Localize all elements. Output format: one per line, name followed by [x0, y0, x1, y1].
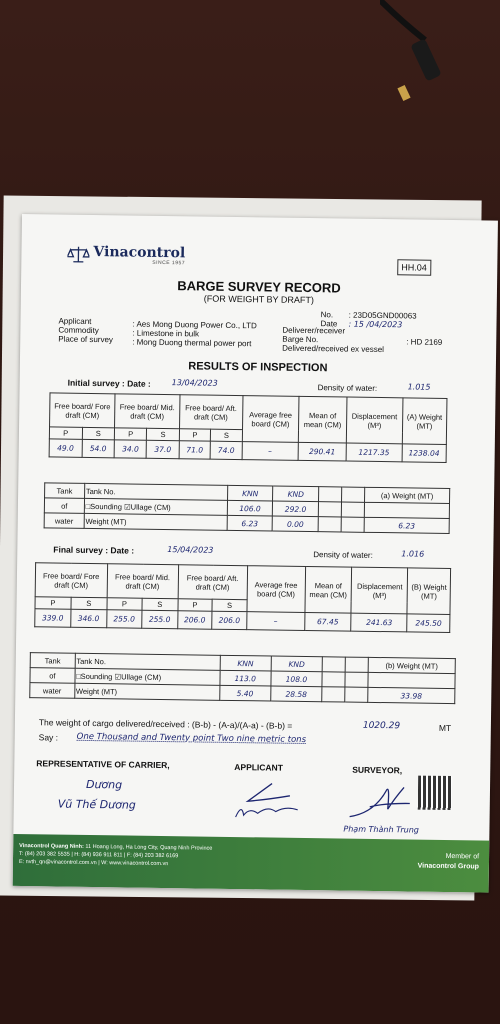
- vinacontrol-logo: [67, 245, 185, 267]
- record-date-label: Date: [320, 319, 338, 329]
- page-subtitle: (FOR WEIGHT BY DRAFT): [203, 293, 314, 306]
- tank-col: KNN: [227, 485, 273, 501]
- ps-header: P: [114, 428, 146, 440]
- of-label: of: [44, 498, 84, 514]
- footer-phones: T: (84) 203 382 5535 | H: (84) 936 911 811 | F: (84) 203 382 6169: [19, 851, 179, 860]
- ps-header: S: [211, 429, 243, 441]
- footer-contact: [19, 842, 213, 869]
- table-cell: 54.0: [82, 439, 115, 457]
- page-title: BARGE SURVEY RECORD: [177, 278, 341, 296]
- surveyor-name: Phạm Thành Trung: [343, 824, 419, 835]
- col-mean: Mean of mean (CM): [305, 566, 352, 613]
- qr-code-icon: [418, 776, 452, 810]
- col-displacement: Displacement (M³): [351, 567, 408, 614]
- logo-since: SINCE 1957: [152, 259, 186, 267]
- table-cell: 1238.04: [402, 444, 447, 463]
- logo-name: Vinacontrol: [93, 244, 186, 262]
- document-footer: [13, 834, 490, 893]
- footer-member-of: Member of: [445, 852, 480, 861]
- col-aft-draft: Free board/ Aft. draft (CM): [179, 395, 242, 430]
- carrier-signature: Dương: [85, 777, 123, 792]
- footer-address: 11 Hoang Long, Ha Long City, Quang Ninh Province: [83, 843, 213, 852]
- footer-office-name: Vinacontrol Quang Ninh:: [19, 843, 84, 850]
- place-label: Place of survey: [58, 334, 114, 345]
- tank-col: KND: [271, 656, 322, 672]
- b-weight-label: (b) Weight (MT): [368, 657, 455, 673]
- record-number: : 23D05GND00063: [348, 310, 417, 321]
- carrier-name: Vũ Thế Dương: [57, 797, 136, 812]
- ullage-value: 108.0: [271, 671, 322, 687]
- ps-header: S: [71, 597, 107, 609]
- table-cell: 255.0: [106, 610, 142, 628]
- col-weight: (B) Weight (MT): [407, 568, 450, 615]
- record-date: : 15 /04/2023: [348, 319, 403, 330]
- final-survey-date: 15/04/2023: [167, 545, 214, 555]
- col-aft-draft: Free board/ Aft. draft (CM): [178, 565, 248, 600]
- barge-survey-document: [13, 214, 498, 893]
- weight-label: Weight (MT): [84, 513, 227, 530]
- a-weight-value: 6.23: [364, 517, 449, 533]
- scales-icon: [67, 246, 89, 264]
- table-cell: 49.0: [49, 439, 82, 457]
- carrier-rep-label: REPRESENTATIVE OF CARRIER,: [36, 758, 170, 771]
- ps-header: P: [179, 429, 211, 441]
- tank-no-label: Tank No.: [75, 653, 220, 670]
- say-label: Say :: [38, 732, 59, 743]
- initial-density-label: Density of water:: [317, 383, 378, 393]
- ps-header: S: [212, 599, 247, 611]
- ps-header: P: [35, 597, 71, 609]
- form-code: HH.04: [397, 259, 431, 275]
- final-density-label: Density of water:: [313, 550, 373, 560]
- table-cell: 245.50: [407, 614, 450, 633]
- applicant-value: : Aes Mong Duong Power Co., LTD: [132, 319, 257, 331]
- barge-value: : HD 2169: [406, 337, 443, 347]
- footer-member: [418, 852, 480, 873]
- initial-survey-label: Initial survey : Date :: [67, 377, 151, 389]
- water-label: water: [44, 513, 84, 529]
- initial-tank-table: [44, 482, 451, 534]
- table-cell: 71.0: [179, 441, 211, 459]
- col-fore-draft: Free board/ Fore draft (CM): [35, 563, 107, 598]
- commodity-label: Commodity: [58, 325, 99, 336]
- col-average: Average free board (CM): [242, 396, 299, 443]
- ps-header: S: [142, 598, 178, 610]
- final-draft-table: [34, 562, 451, 633]
- commodity-value: : Limestone in bulk: [132, 328, 200, 339]
- col-fore-draft: Free board/ Fore draft (CM): [50, 393, 116, 428]
- of-label: of: [30, 668, 75, 684]
- surveyor-signature: [343, 779, 424, 830]
- initial-density: 1.015: [407, 382, 431, 392]
- say-value: One Thousand and Twenty point Two nine metric tons: [76, 731, 307, 746]
- ps-header: P: [49, 427, 82, 439]
- final-tank-table: [29, 652, 456, 704]
- weight-label: Weight (MT): [74, 683, 219, 700]
- ps-header: S: [147, 428, 179, 440]
- ullage-value: 113.0: [220, 670, 271, 686]
- weight-value: 5.40: [219, 685, 270, 701]
- results-title: RESULTS OF INSPECTION: [188, 360, 328, 375]
- barge-label: Barge No.: [282, 334, 319, 345]
- tank-no-label: Tank No.: [84, 483, 227, 500]
- col-displacement: Displacement (M³): [346, 397, 402, 444]
- applicant-label: Applicant: [58, 316, 92, 326]
- record-number-label: No.: [320, 310, 334, 320]
- tank-label: Tank: [30, 653, 75, 669]
- col-mid-draft: Free board/ Mid. draft (CM): [115, 394, 180, 429]
- ps-header: P: [178, 599, 213, 611]
- final-density: 1.016: [401, 549, 425, 559]
- col-mean: Mean of mean (CM): [298, 396, 347, 443]
- tank-label: Tank: [45, 483, 85, 499]
- table-cell: 74.0: [210, 441, 242, 459]
- surveyor-sign-label: SURVEYOR,: [352, 764, 403, 776]
- final-survey-label: Final survey : Date :: [53, 544, 135, 556]
- footer-group: Vinacontrol Group: [417, 862, 479, 871]
- table-cell: 1217.35: [346, 443, 402, 462]
- col-weight: (A) Weight (MT): [402, 398, 447, 445]
- ps-header: S: [82, 427, 115, 439]
- col-mid-draft: Free board/ Mid. draft (CM): [107, 564, 178, 599]
- cargo-weight-value: 1020.29: [362, 720, 401, 732]
- table-cell: 346.0: [71, 609, 107, 627]
- table-cell: 241.63: [351, 613, 407, 632]
- ullage-value: 292.0: [273, 501, 319, 517]
- tank-col: KNN: [220, 655, 271, 671]
- ps-header: P: [107, 598, 143, 610]
- water-label: water: [30, 683, 75, 699]
- table-cell: 339.0: [35, 609, 71, 627]
- table-cell: 206.0: [177, 611, 212, 629]
- tank-col: KND: [273, 486, 319, 502]
- table-cell: 37.0: [147, 440, 180, 458]
- charger-cable-icon: [380, 0, 450, 110]
- deliverer-label: Deliverer/receiver: [282, 325, 346, 336]
- a-weight-label: (a) Weight (MT): [365, 487, 450, 503]
- cargo-weight-unit: MT: [438, 722, 452, 734]
- cargo-weight-label: The weight of cargo delivered/received : (B-b) - (A-a)/(A-a) - (B-b) =: [38, 717, 293, 731]
- weight-value: 6.23: [227, 515, 273, 531]
- table-cell: –: [247, 612, 305, 631]
- initial-draft-table: [49, 392, 448, 463]
- footer-web: E: nvth_qn@vinacontrol.com.vn | W: www.vinacontrol.com.vn: [18, 859, 169, 868]
- weight-value: 0.00: [272, 516, 318, 532]
- b-weight-value: 33.98: [368, 687, 455, 703]
- applicant-signature: [228, 777, 319, 824]
- ullage-label: □Sounding ☑Ullage (CM): [84, 498, 227, 515]
- table-cell: 290.41: [298, 442, 346, 461]
- ullage-label: □Sounding ☑Ullage (CM): [75, 668, 220, 685]
- table-cell: 206.0: [212, 611, 247, 629]
- ullage-value: 106.0: [227, 500, 273, 516]
- col-average: Average free board (CM): [247, 566, 305, 613]
- table-cell: –: [242, 442, 298, 461]
- applicant-sign-label: APPLICANT: [234, 762, 284, 773]
- initial-survey-date: 13/04/2023: [171, 378, 218, 388]
- delivered-label: Delivered/received ex vessel: [282, 343, 385, 355]
- table-cell: 67.45: [304, 612, 351, 631]
- weight-value: 28.58: [271, 686, 322, 702]
- table-cell: 255.0: [142, 610, 178, 628]
- place-value: : Mong Duong thermal power port: [132, 337, 252, 349]
- table-cell: 34.0: [114, 440, 147, 458]
